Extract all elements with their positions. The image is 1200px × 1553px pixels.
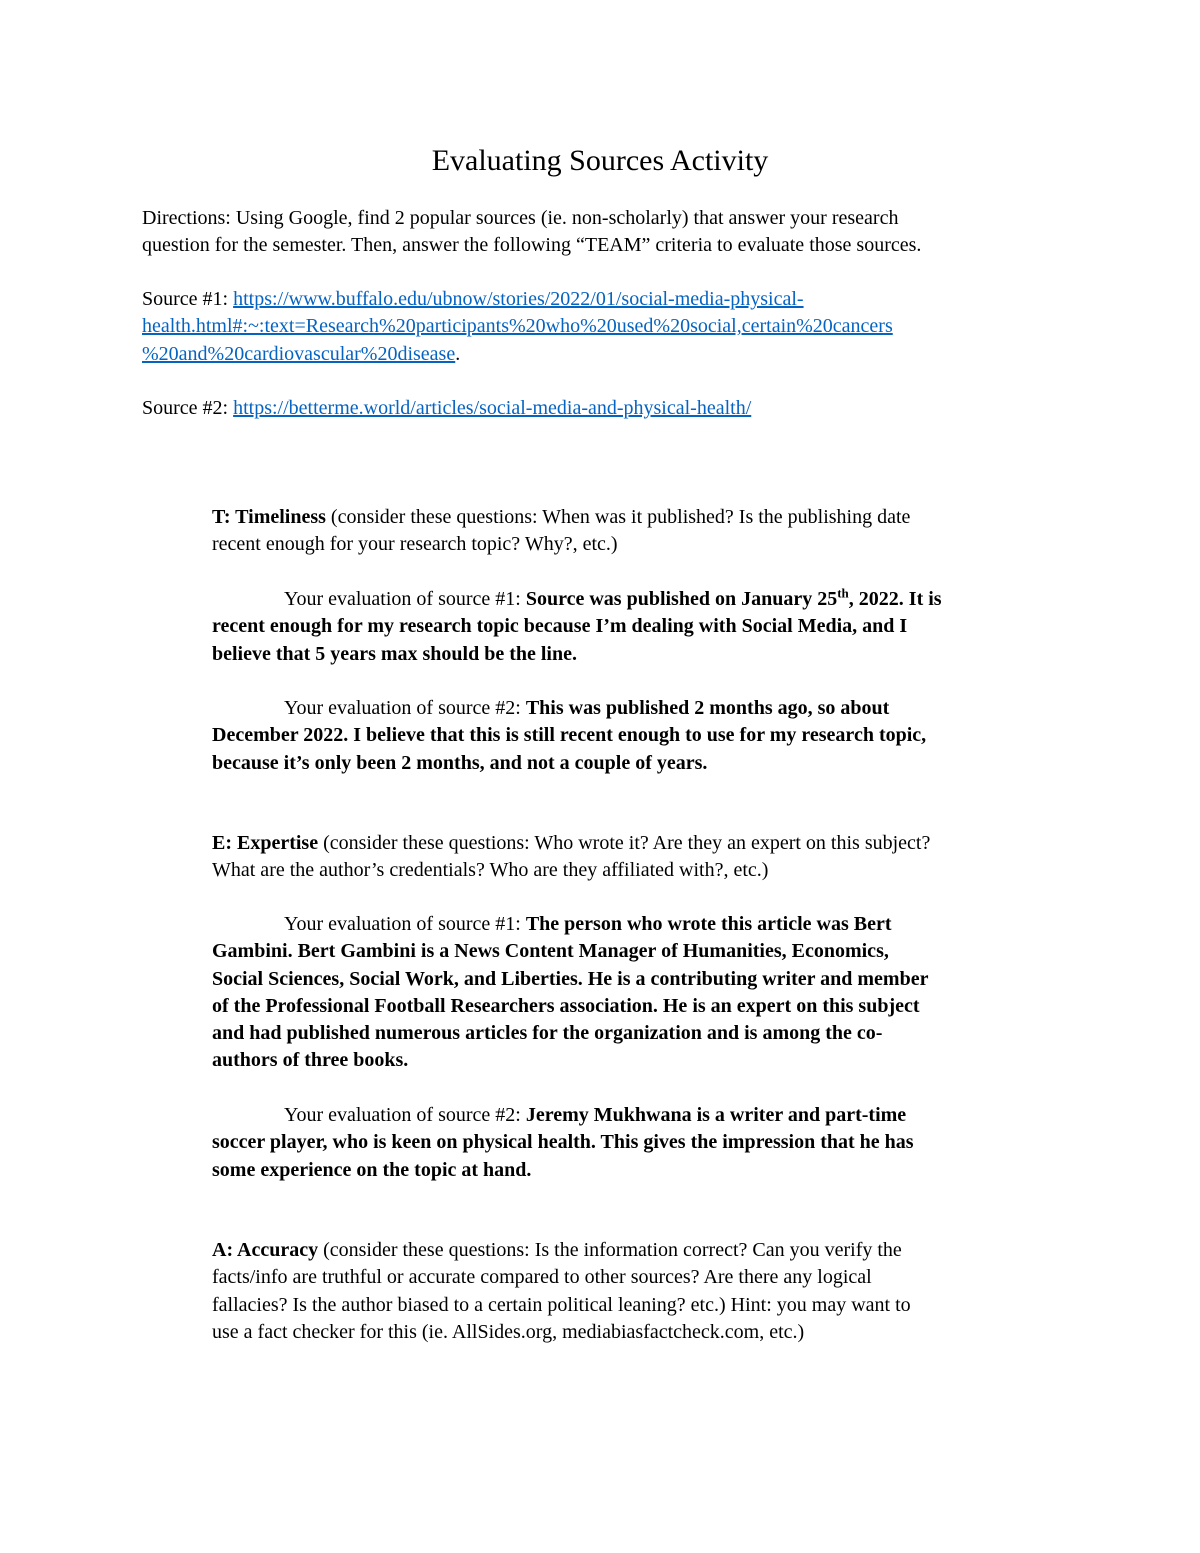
- directions-line: Directions: Using Google, find 2 popular sources (ie. non-scholarly) that answer your research: [142, 207, 899, 229]
- accuracy-prompt: [212, 1237, 1072, 1346]
- page-title: Evaluating Sources Activity: [431, 144, 769, 177]
- source-2-link[interactable]: https://betterme.world/articles/social-media-and-physical-health/: [233, 397, 752, 419]
- expertise-prompt-text: (consider these questions: Who wrote it? Are they an expert on this subject?: [318, 832, 931, 854]
- eval-label: Your evaluation of source #2:: [284, 1104, 526, 1126]
- eval-answer: , 2022. It is: [848, 588, 942, 610]
- source-1-paragraph: [142, 286, 1072, 368]
- timeliness-prompt-text: (consider these questions: When was it published? Is the publishing date: [325, 506, 911, 528]
- expertise-eval-2: [212, 1102, 1072, 1184]
- timeliness-prompt: [212, 504, 1072, 559]
- eval-answer: The person who wrote this article was Bert: [525, 913, 892, 935]
- expertise-heading: E: Expertise: [212, 832, 319, 854]
- eval-answer: Source was published on January 25: [525, 588, 838, 610]
- expertise-eval-1: [212, 911, 1072, 1075]
- eval-label: Your evaluation of source #2:: [284, 697, 526, 719]
- eval-answer: of the Professional Football Researchers association. He is an expert on this subject: [212, 994, 920, 1017]
- eval-answer: December 2022. I believe that this is still recent enough to use for my research topic,: [212, 724, 927, 747]
- accuracy-prompt-text: fallacies? Is the author biased to a certain political leaning? etc.) Hint: you may want to: [212, 1293, 911, 1316]
- timeliness-heading: T: Timeliness: [212, 506, 326, 528]
- source-1-link-cont[interactable]: health.html#:~:text=Research%20participants%20who%20used%20social,certain%20cancers: [142, 315, 893, 338]
- expertise-prompt: [212, 830, 1072, 885]
- source-2-label: Source #2:: [142, 397, 234, 419]
- eval-answer: Social Sciences, Social Work, and Liberties. He is a contributing writer and member: [212, 967, 929, 990]
- eval-answer: and had published numerous articles for the organization and is among the co-: [212, 1022, 883, 1045]
- expertise-prompt-text: What are the author’s credentials? Who are they affiliated with?, etc.): [212, 859, 769, 882]
- timeliness-eval-1: [212, 586, 1072, 668]
- source-1-label: Source #1:: [142, 288, 234, 310]
- source-1-link[interactable]: https://www.buffalo.edu/ubnow/stories/2022/01/social-media-physical-: [233, 288, 804, 310]
- eval-answer: recent enough for my research topic because I’m dealing with Social Media, and I: [212, 615, 908, 638]
- timeliness-eval-2: [212, 695, 1072, 777]
- eval-answer: soccer player, who is keen on physical health. This gives the impression that he has: [212, 1131, 914, 1154]
- source-1-period: .: [455, 342, 461, 365]
- accuracy-prompt-text: use a fact checker for this (ie. AllSides.org, mediabiasfactcheck.com, etc.): [212, 1320, 805, 1343]
- eval-answer: Jeremy Mukhwana is a writer and part-time: [525, 1104, 907, 1126]
- accuracy-prompt-text: (consider these questions: Is the information correct? Can you verify the: [318, 1239, 902, 1261]
- eval-answer: authors of three books.: [212, 1049, 409, 1072]
- eval-answer: some experience on the topic at hand.: [212, 1158, 532, 1181]
- directions-line: question for the semester. Then, answer the following “TEAM” criteria to evaluate those sources.: [142, 234, 922, 257]
- eval-answer: Gambini. Bert Gambini is a News Content Manager of Humanities, Economics,: [212, 940, 889, 963]
- source-2-paragraph: [142, 395, 1072, 422]
- source-1-link-cont[interactable]: %20and%20cardiovascular%20disease: [142, 342, 456, 365]
- accuracy-heading: A: Accuracy: [212, 1239, 319, 1261]
- eval-label: Your evaluation of source #1:: [284, 913, 526, 935]
- eval-answer: This was published 2 months ago, so about: [525, 697, 890, 719]
- eval-answer: believe that 5 years max should be the line.: [212, 642, 577, 665]
- accuracy-prompt-text: facts/info are truthful or accurate compared to other sources? Are there any logical: [212, 1266, 872, 1289]
- eval-answer: because it’s only been 2 months, and not a couple of years.: [212, 751, 708, 774]
- timeliness-prompt-text: recent enough for your research topic? Why?, etc.): [212, 533, 618, 556]
- directions-paragraph: [142, 205, 1072, 260]
- eval-label: Your evaluation of source #1:: [284, 588, 526, 610]
- eval-answer-sup: th: [837, 585, 849, 601]
